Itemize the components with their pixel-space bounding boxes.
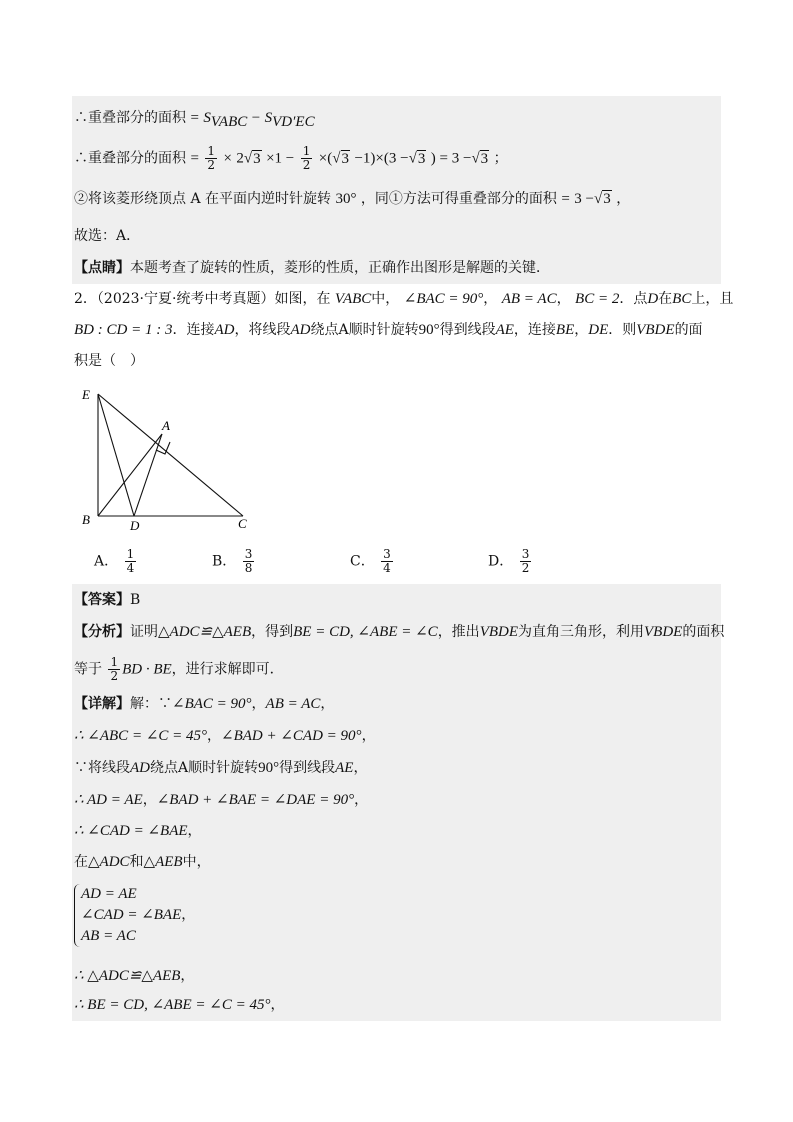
option-c[interactable]: C． $\frac{3}{4}$	[350, 547, 391, 575]
prev-line-1: ∴重叠部分的面积 = $S_{VABC} - S_{VD'EC}$	[74, 110, 315, 130]
detail-line-2: ∵将线段AD绕点A顺时针旋转90°得到线段AE，	[74, 760, 368, 776]
analysis-line-1: 【分析】证明△ADC≌△AEB，得到BE = CD, ∠ABE = ∠C，推出VBDE为直角三角形，利用VBDE的面积	[74, 624, 725, 640]
label-B: B	[82, 512, 90, 527]
segment-AD	[134, 434, 162, 516]
half-fraction: $\frac{1}{2}$	[207, 144, 216, 172]
question-line-1: 2．（2023·宁夏·统考中考真题）如图，在 VABC中， ∠BAC = 90°， AB = AC， BC = 2．点D在BC上，且	[74, 291, 734, 307]
question-line-3: 积是（ ）	[74, 353, 144, 369]
geometry-figure	[70, 380, 270, 535]
half-fraction: $\frac{1}{2}$	[302, 144, 311, 172]
prev-line-3: ②将该菱形绕顶点 A 在平面内逆时针旋转 30° ，同①方法可得重叠部分的面积 = 3 −√3 ，	[74, 191, 631, 207]
detail-line-3: ∴ AD = AE，∠BAD + ∠BAE = ∠DAE = 90°，	[74, 792, 369, 808]
label-A: A	[162, 418, 170, 433]
detail-line-5: 在△ADC和△AEB中，	[74, 854, 211, 870]
answer-line: 【答案】B	[74, 592, 141, 608]
option-b[interactable]: B． $\frac{3}{8}$	[212, 547, 253, 575]
prev-comment: 【点睛】本题考查了旋转的性质，菱形的性质，正确作出图形是解题的关键．	[74, 260, 550, 276]
option-a[interactable]: A． $\frac{1}{4}$	[94, 547, 135, 575]
detail-line-6: ∴ △ADC≌△AEB，	[74, 968, 195, 984]
analysis-line-2: 等于 $\frac{1}{2}$ BD · BE，进行求解即可．	[74, 655, 284, 683]
question-line-2: BD : CD = 1 : 3．连接AD，将线段AD绕点A顺时针旋转90°得到线段AE，连接BE，DE．则VBDE的面	[74, 322, 703, 338]
option-d[interactable]: D． $\frac{3}{2}$	[488, 547, 530, 575]
detail-line-7: ∴ BE = CD, ∠ABE = ∠C = 45°，	[74, 997, 285, 1013]
segment-EC	[98, 394, 243, 516]
segment-ED	[98, 394, 134, 516]
prev-line-2: ∴重叠部分的面积 = $\frac{1}{2}$ × 2√3 ×1 − $\frac{1}{2}$ ×(√3 −1)×(3 −√3 ) = 3 −√3 ；	[74, 144, 508, 172]
detail-line-4: ∴ ∠CAD = ∠BAE，	[74, 823, 202, 839]
label-E: E	[82, 387, 90, 402]
equation-system: AD = AE ∠CAD = ∠BAE， AB = AC	[74, 884, 195, 947]
detail-line-1: ∴ ∠ABC = ∠C = 45°，∠BAD + ∠CAD = 90°，	[74, 728, 376, 744]
answer-value: B	[130, 592, 141, 608]
prev-line-4: 故选：A．	[74, 228, 141, 244]
label-C: C	[238, 516, 247, 531]
label-D: D	[130, 518, 140, 533]
detail-line-0: 【详解】解：∵∠BAC = 90°，AB = AC，	[74, 696, 335, 712]
